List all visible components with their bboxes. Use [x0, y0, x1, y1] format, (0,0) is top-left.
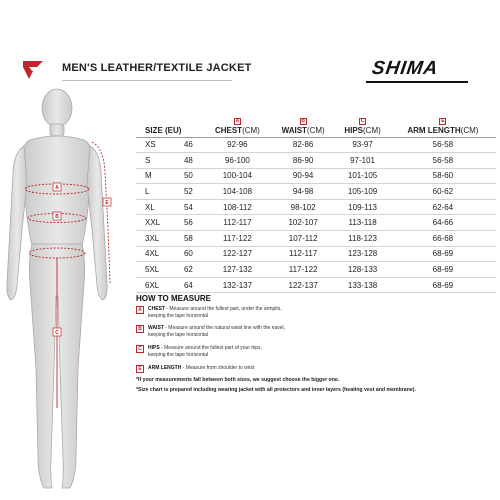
- figure-label-a: A: [55, 185, 59, 191]
- cell-eu: 46: [178, 137, 204, 153]
- cell-arm: 60-62: [390, 184, 496, 200]
- cell-size: M: [136, 168, 178, 184]
- cell-hips: 105-109: [335, 184, 389, 200]
- cell-arm: 58-60: [390, 168, 496, 184]
- chest-letter-badge: A: [235, 117, 240, 124]
- cell-size: L: [136, 184, 178, 200]
- cell-waist: 86-90: [271, 153, 335, 169]
- cell-waist: 102-107: [271, 215, 335, 231]
- table-header-row: [136, 112, 496, 137]
- brand-underline: [366, 81, 468, 83]
- col-header-size: SIZE (EU): [136, 112, 204, 137]
- table-row: [136, 168, 496, 184]
- note-size-chart: *Size chart is prepared including wearing jacket with all protectors and inner layers (heating vest and membrane).: [136, 387, 416, 393]
- cell-arm: 64-66: [390, 215, 496, 231]
- arm-letter-badge: E: [136, 365, 144, 373]
- page-title: MEN'S LEATHER/TEXTILE JACKET: [62, 62, 252, 74]
- how-item-chest: A CHEST - Measure around the fullest part, under the armpits, keeping the tape horizontal: [136, 306, 388, 320]
- cell-eu: 62: [178, 262, 204, 278]
- cell-chest: 96-100: [204, 153, 271, 169]
- cell-eu: 60: [178, 246, 204, 262]
- size-chart-table: [136, 112, 496, 293]
- cell-arm: 68-69: [390, 277, 496, 293]
- table-row: [136, 137, 496, 153]
- cell-chest: 132-137: [204, 277, 271, 293]
- figure-label-b: B: [55, 214, 59, 220]
- shima-logo-mark-icon: [22, 58, 44, 80]
- table-row: [136, 277, 496, 293]
- waist-letter-badge: B: [136, 325, 144, 333]
- cell-chest: 100-104: [204, 168, 271, 184]
- male-body-silhouette-icon: [0, 78, 135, 500]
- cell-hips: 97-101: [335, 153, 389, 169]
- cell-size: 4XL: [136, 246, 178, 262]
- cell-arm: 62-64: [390, 199, 496, 215]
- cell-waist: 122-137: [271, 277, 335, 293]
- cell-size: XL: [136, 199, 178, 215]
- hips-letter-badge: C: [136, 345, 144, 353]
- arm-letter-badge: E: [441, 117, 445, 124]
- cell-hips: 101-105: [335, 168, 389, 184]
- table-row: [136, 153, 496, 169]
- cell-size: S: [136, 153, 178, 169]
- cell-eu: 56: [178, 215, 204, 231]
- table-row: [136, 215, 496, 231]
- cell-waist: 94-98: [271, 184, 335, 200]
- cell-eu: 54: [178, 199, 204, 215]
- cell-chest: 92-96: [204, 137, 271, 153]
- cell-eu: 58: [178, 231, 204, 247]
- cell-chest: 122-127: [204, 246, 271, 262]
- table-row: [136, 184, 496, 200]
- figure-label-e: E: [105, 200, 109, 206]
- cell-eu: 48: [178, 153, 204, 169]
- cell-waist: 82-86: [271, 137, 335, 153]
- cell-arm: 66-68: [390, 231, 496, 247]
- cell-eu: 64: [178, 277, 204, 293]
- cell-chest: 108-112: [204, 199, 271, 215]
- table-row: [136, 231, 496, 247]
- cell-hips: 93-97: [335, 137, 389, 153]
- cell-hips: 118-123: [335, 231, 389, 247]
- waist-letter-badge: B: [301, 117, 305, 124]
- table-row: [136, 199, 496, 215]
- cell-eu: 52: [178, 184, 204, 200]
- cell-size: XXL: [136, 215, 178, 231]
- cell-waist: 117-122: [271, 262, 335, 278]
- cell-chest: 104-108: [204, 184, 271, 200]
- cell-hips: 128-133: [335, 262, 389, 278]
- cell-chest: 127-132: [204, 262, 271, 278]
- cell-arm: 68-69: [390, 262, 496, 278]
- cell-chest: 117-122: [204, 231, 271, 247]
- col-header-chest: A CHEST(CM): [204, 112, 271, 137]
- note-between-sizes: *If your measurements fall between both sizes, we suggest choose the bigger one.: [136, 377, 340, 383]
- how-to-measure-title: HOW TO MEASURE: [136, 294, 211, 303]
- hips-letter-badge: C: [360, 117, 365, 124]
- cell-size: XS: [136, 137, 178, 153]
- how-item-arm-length: E ARM LENGTH - Measure from shoulder to wrist: [136, 365, 388, 373]
- cell-waist: 90-94: [271, 168, 335, 184]
- cell-waist: 107-112: [271, 231, 335, 247]
- table-row: [136, 262, 496, 278]
- brand-logo: SHIMA: [370, 58, 440, 79]
- cell-size: 5XL: [136, 262, 178, 278]
- cell-arm: 56-58: [390, 137, 496, 153]
- cell-hips: 123-128: [335, 246, 389, 262]
- cell-arm: 56-58: [390, 153, 496, 169]
- cell-hips: 109-113: [335, 199, 389, 215]
- cell-arm: 68-69: [390, 246, 496, 262]
- col-header-hips: C HIPS(CM): [335, 112, 389, 137]
- cell-chest: 112-117: [204, 215, 271, 231]
- cell-waist: 112-117: [271, 246, 335, 262]
- how-item-waist: B WAIST - Measure around the natural waist line with the navel, keeping the tape horizontal: [136, 325, 388, 339]
- cell-eu: 50: [178, 168, 204, 184]
- how-item-hips: C HIPS - Measure around the fullest part of your hips, keeping the tape horizontal: [136, 345, 388, 359]
- figure-label-c: C: [55, 330, 59, 336]
- col-header-waist: B WAIST(CM): [271, 112, 335, 137]
- cell-size: 3XL: [136, 231, 178, 247]
- cell-size: 6XL: [136, 277, 178, 293]
- chest-letter-badge: A: [136, 306, 144, 314]
- cell-waist: 98-102: [271, 199, 335, 215]
- col-header-arm-length: E ARM LENGTH(CM): [390, 112, 496, 137]
- cell-hips: 113-118: [335, 215, 389, 231]
- table-row: [136, 246, 496, 262]
- cell-hips: 133-138: [335, 277, 389, 293]
